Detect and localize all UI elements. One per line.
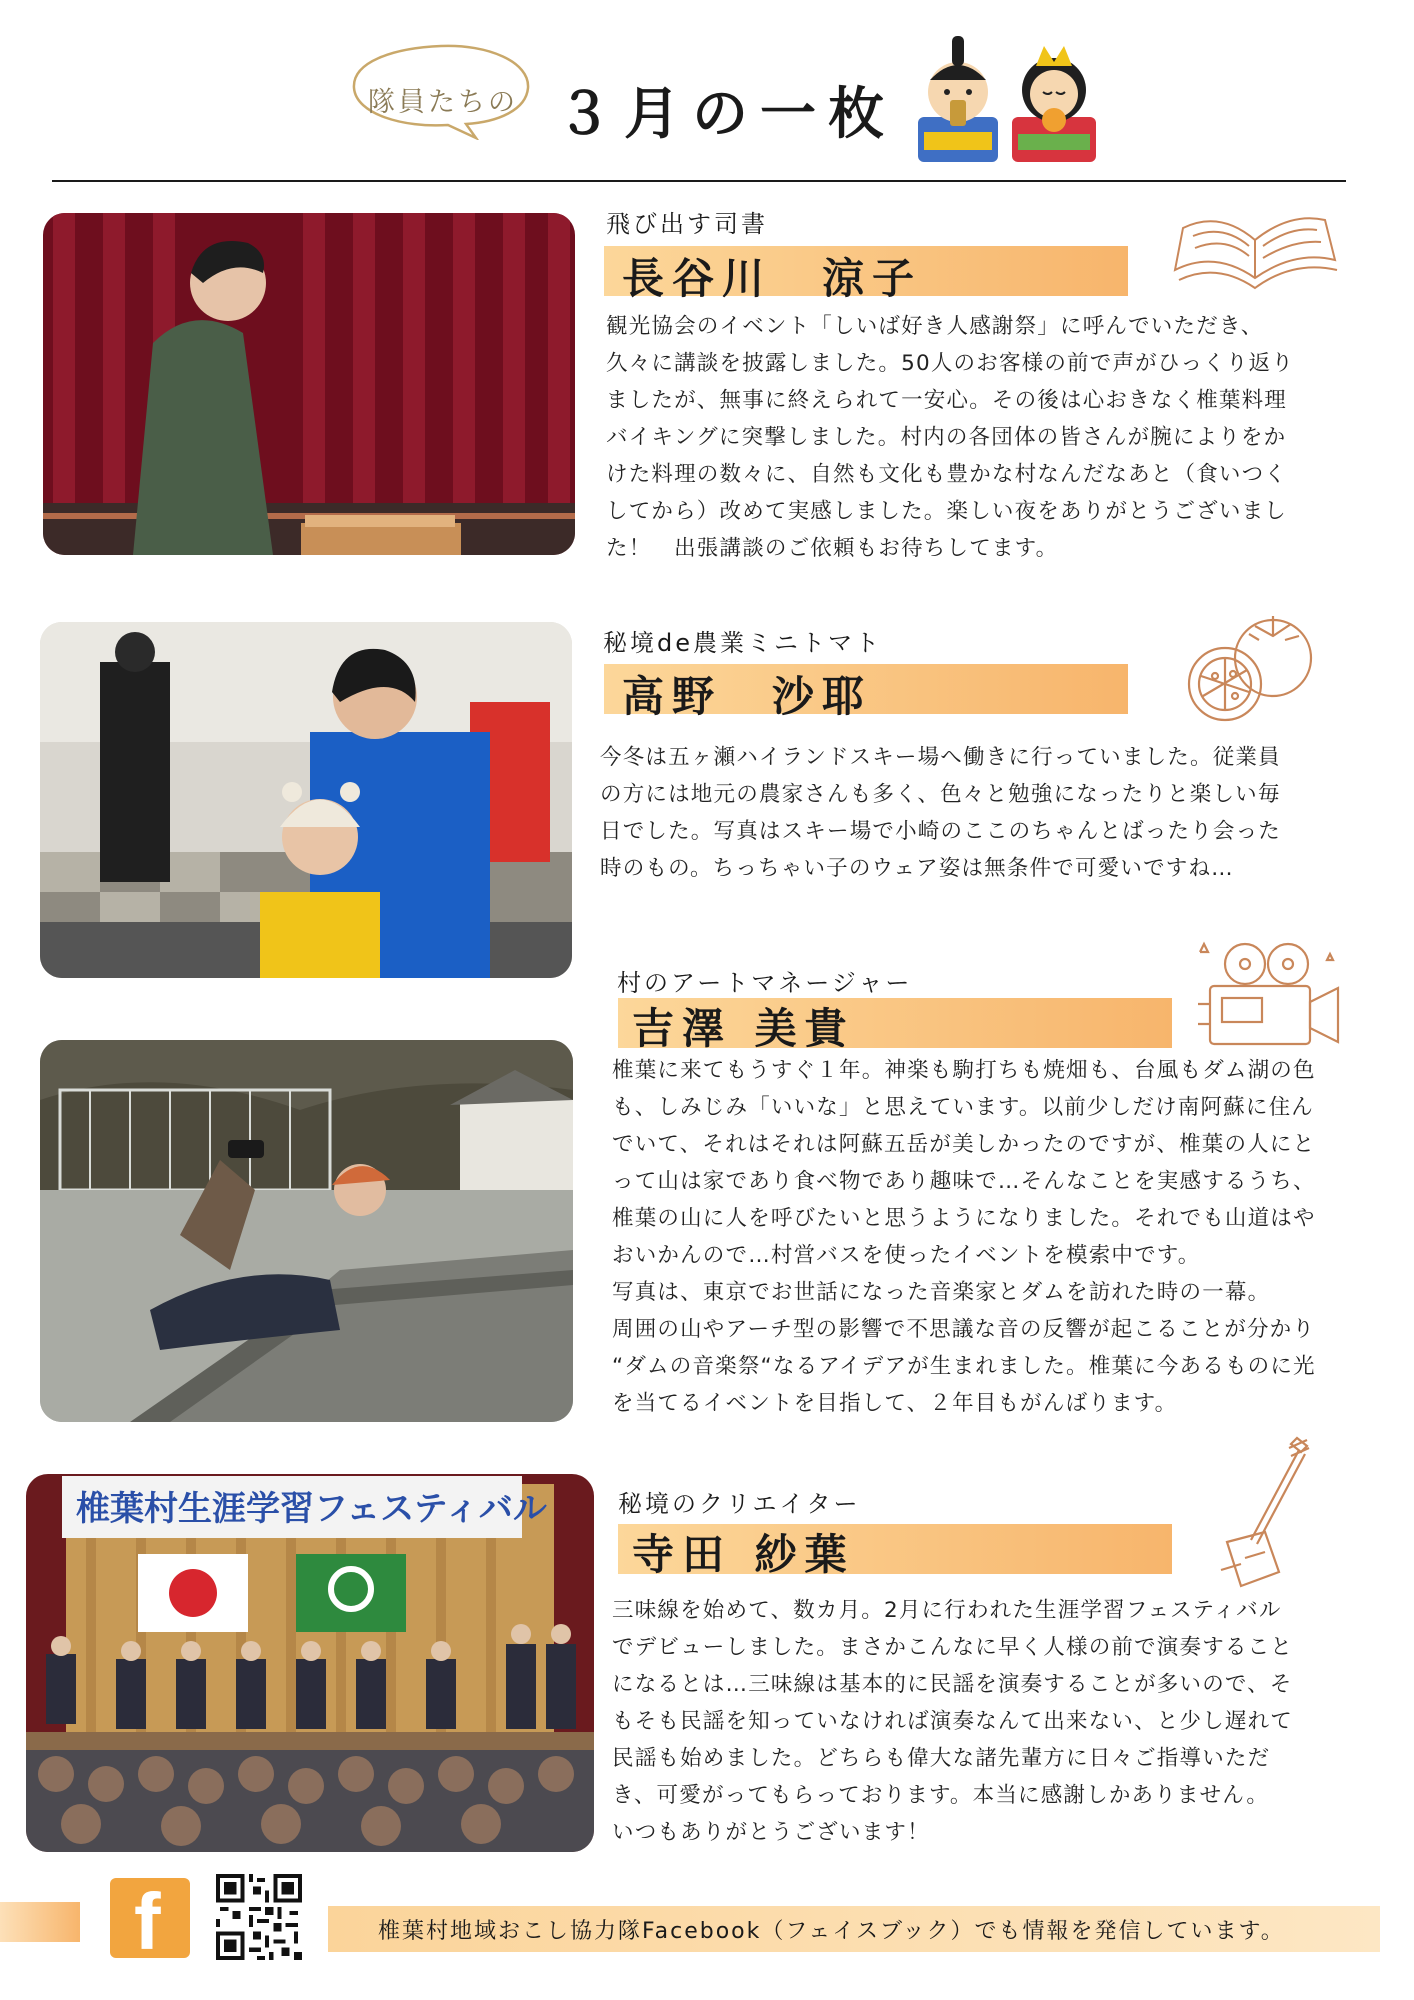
facebook-icon[interactable] [110, 1877, 190, 1966]
facebook-letter: f [134, 1877, 161, 1966]
section-4-line-2: でデビューしました。まさかこんなに早く人様の前で演奏すること [612, 1635, 1294, 1660]
section-2-line-1: 今冬は五ヶ瀬ハイランドスキー場へ働きに行っていました。従業員 [600, 745, 1281, 770]
section-1-line-1-text: 観光協会のイベント「しいば好き人感謝祭」に呼んでいただき、 [606, 314, 1264, 339]
section-1-line-4: バイキングに突撃しました。村内の各団体の皆さんが腕によりをか [606, 425, 1287, 450]
qr-code-icon[interactable] [216, 1874, 302, 1960]
section-1-line-5: けた料理の数々に、自然も文化も豊かな村なんだなあと（食いつく [606, 462, 1288, 487]
section-3-line-4: って山は家であり食べ物であり趣味で…そんなことを実感するうち、 [612, 1169, 1316, 1194]
section-3-line-8: 周囲の山やアーチ型の影響で不思議な音の反響が起こることが分かり [612, 1317, 1316, 1342]
section-1-line-2: 久々に講談を披露しました。50人のお客様の前で声がひっくり返り [606, 351, 1295, 376]
section-3-subtitle: 村のアートマネージャー [617, 969, 913, 997]
section-3-line-3: でいて、それはそれは阿蘇五岳が美しかったのですが、椎葉の人にと [612, 1132, 1316, 1157]
page-header [0, 0, 1414, 185]
section-3-body [612, 1052, 1316, 1422]
section-3-line-2: も、しみじみ「いいな」と思えています。以前少しだけ南阿蘇に住ん [612, 1095, 1314, 1120]
section-4-line-1: 三味線を始めて、数カ月。2月に行われた生涯学習フェスティバル [612, 1598, 1282, 1623]
photo-festival-stage [26, 1474, 594, 1852]
section-2-line-4: 時のもの。ちっちゃい子のウェア姿は無条件で可愛いですね… [600, 856, 1234, 881]
page-title: ３月の一枚 [556, 81, 896, 147]
footer-accent-bar [0, 1902, 80, 1942]
header-bubble-text: 隊員たちの [368, 87, 518, 118]
festival-banner-text: 椎葉村生涯学習フェスティバル [76, 1489, 547, 1529]
section-4-name: 寺田 紗葉 [632, 1530, 855, 1579]
section-2-name: 高野 沙耶 [622, 672, 873, 721]
section-4-body [612, 1592, 1293, 1851]
section-1-name: 長谷川 涼子 [622, 254, 923, 303]
section-3-line-5: 椎葉の山に人を呼びたいと思うようになりました。それでも山道はや [612, 1206, 1316, 1231]
section-4-line-4: もそも民謡を知っていなければ演奏なんて出来ない、と少し遅れて [612, 1709, 1294, 1734]
film-camera-icon [1190, 934, 1345, 1059]
photo-storytelling [43, 213, 575, 555]
tomato-icon [1175, 606, 1325, 726]
section-2-body [600, 739, 1281, 887]
section-4-line-7: いつもありがとうございます！ [612, 1820, 930, 1845]
footer-text: 椎葉村地域おこし協力隊Facebook（フェイスブック）でも情報を発信しています。 [378, 1919, 1285, 1944]
section-4-line-6: き、可愛がってもらっております。本当に感謝しかありません。 [612, 1783, 1270, 1808]
section-1-subtitle: 飛び出す司書 [606, 210, 768, 238]
photo-ski-resort [40, 622, 572, 978]
section-3-line-9: “ダムの音楽祭“なるアイデアが生まれました。椎葉に今あるものに光 [612, 1354, 1316, 1379]
section-3-line-7: 写真は、東京でお世話になった音楽家とダムを訪れた時の一幕。 [612, 1280, 1271, 1305]
section-2-subtitle: 秘境de農業ミニトマト [603, 629, 882, 657]
section-3-name: 吉澤 美貴 [632, 1004, 855, 1053]
hina-dolls-icon [900, 22, 1110, 167]
section-4-line-5: 民謡も始めました。どちらも偉大な諸先輩方に日々ご指導いただ [612, 1746, 1271, 1771]
section-2-line-2: の方には地元の農家さんも多く、色々と勉強になったりと楽しい毎 [600, 782, 1281, 807]
open-book-icon [1165, 200, 1345, 300]
section-3-line-6: おいかんので…村営バスを使ったイベントを模索中です。 [612, 1243, 1201, 1268]
photo-dam [40, 1040, 573, 1422]
section-1-line-1 [606, 308, 1294, 345]
section-4-line-3: になるとは…三味線は基本的に民謡を演奏することが多いので、そ [612, 1672, 1293, 1697]
section-1-line-3: ましたが、無事に終えられて一安心。その後は心おきなく椎葉料理 [606, 388, 1288, 413]
section-4-subtitle: 秘境のクリエイター [618, 1490, 861, 1518]
section-3-line-1: 椎葉に来てもうすぐ１年。神楽も駒打ちも焼畑も、台風もダム湖の色 [612, 1058, 1316, 1083]
header-divider [52, 180, 1346, 182]
section-3-line-10: を当てるイベントを目指して、２年目もがんばります。 [612, 1391, 1178, 1416]
section-1-body [606, 308, 1294, 567]
section-1-line-6: してから）改めて実感しました。楽しい夜をありがとうございまし [606, 499, 1288, 524]
shamisen-icon [1205, 1430, 1335, 1595]
section-2-line-3: 日でした。写真はスキー場で小崎のここのちゃんとばったり会った [600, 819, 1282, 844]
section-1-line-7: た！ 出張講談のご依頼もお待ちしてます。 [606, 536, 1059, 561]
